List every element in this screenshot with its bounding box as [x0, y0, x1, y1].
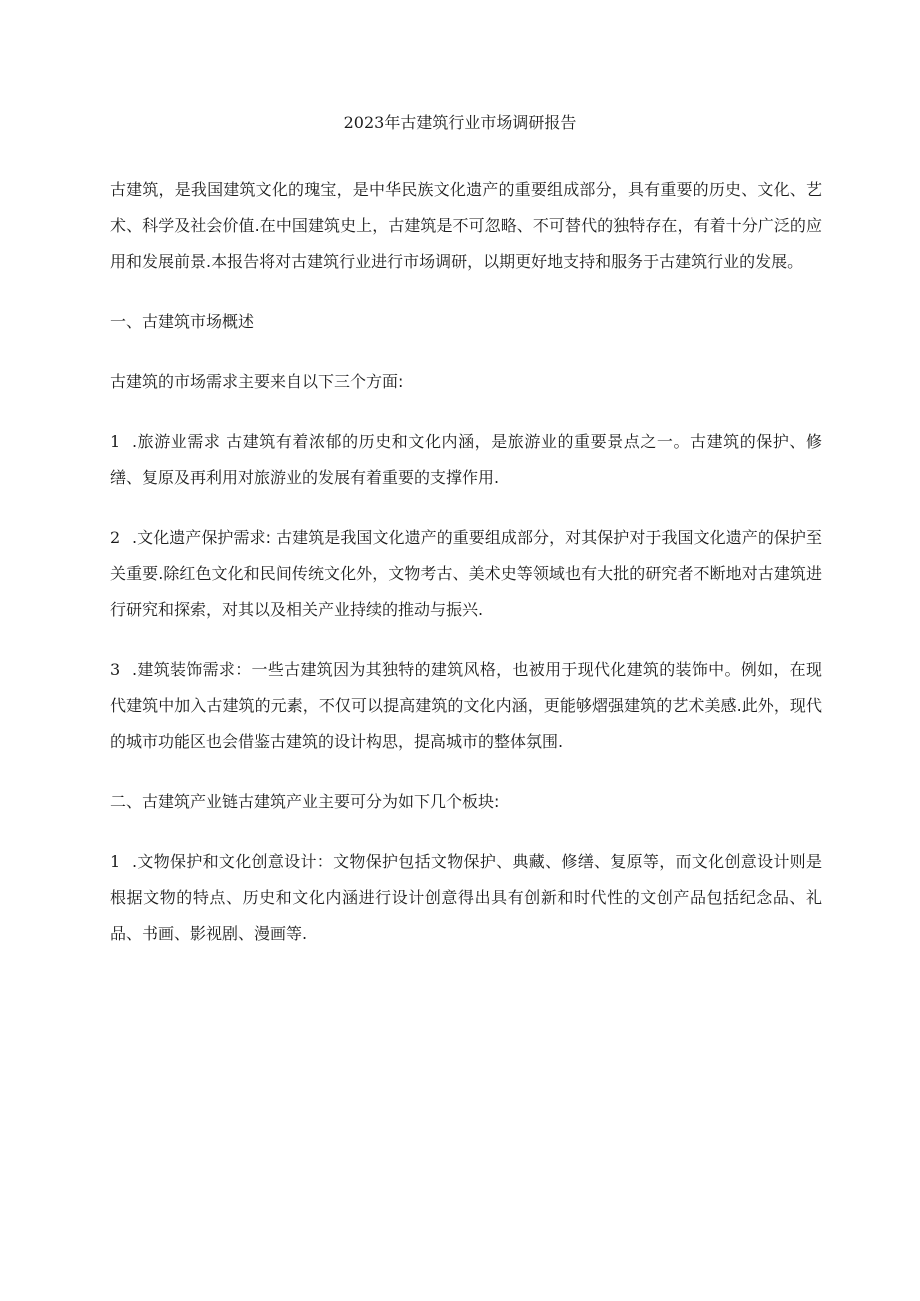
list-item — [110, 424, 822, 496]
list-item-number: 2 — [110, 528, 121, 547]
list-item-text: .文化遗产保护需求: 古建筑是我国文化遗产的重要组成部分，对其保护对于我国文化遗产的保护至关重要.除红色文化和民间传统文化外，文物考古、美术史等领域也有大批的研究者不断地对古建筑进行研究和探索，对其以及相关产业持续的推动与振兴. — [110, 528, 822, 619]
intro-paragraph: 古建筑，是我国建筑文化的瑰宝，是中华民族文化遗产的重要组成部分，具有重要的历史、文化、艺术、科学及社会价值.在中国建筑史上，古建筑是不可忽略、不可替代的独特存在，有着十分广泛的应用和发展前景.本报告将对古建筑行业进行市场调研，以期更好地支持和服务于古建筑行业的发展。 — [110, 180, 822, 271]
list-item-text: .建筑装饰需求：一些古建筑因为其独特的建筑风格，也被用于现代化建筑的装饰中。例如，在现代建筑中加入古建筑的元素，不仅可以提高建筑的文化内涵，更能够熠强建筑的艺术美感.此外，现代的城市功能区也会借鉴古建筑的设计构思，提高城市的整体氛围. — [110, 660, 822, 751]
list-item-text: .旅游业需求 古建筑有着浓郁的历史和文化内涵，是旅游业的重要景点之一。古建筑的保护、修缮、复原及再利用对旅游业的发展有着重要的支撑作用. — [110, 432, 822, 487]
list-item — [110, 520, 822, 628]
section-1-heading: 一、古建筑市场概述 — [110, 312, 255, 331]
list-item-text: .文物保护和文化创意设计：文物保护包括文物保护、典藏、修缮、复原等，而文化创意设计则是根据文物的特点、历史和文化内涵进行设计创意得出具有创新和时代性的文创产品包括纪念品、礼品、书画、影视剧、漫画等. — [110, 852, 822, 943]
list-item-number: 3 — [110, 660, 121, 679]
list-item-number: 1 — [110, 852, 121, 871]
section-1-lead: 古建筑的市场需求主要来自以下三个方面: — [110, 372, 404, 391]
document-body — [110, 172, 822, 976]
list-item — [110, 652, 822, 760]
list-item — [110, 844, 822, 952]
document-title: 2023年古建筑行业市场调研报告 — [343, 113, 577, 132]
list-item-number: 1 — [110, 432, 121, 451]
section-2-heading: 二、古建筑产业链古建筑产业主要可分为如下几个板块: — [110, 792, 500, 811]
